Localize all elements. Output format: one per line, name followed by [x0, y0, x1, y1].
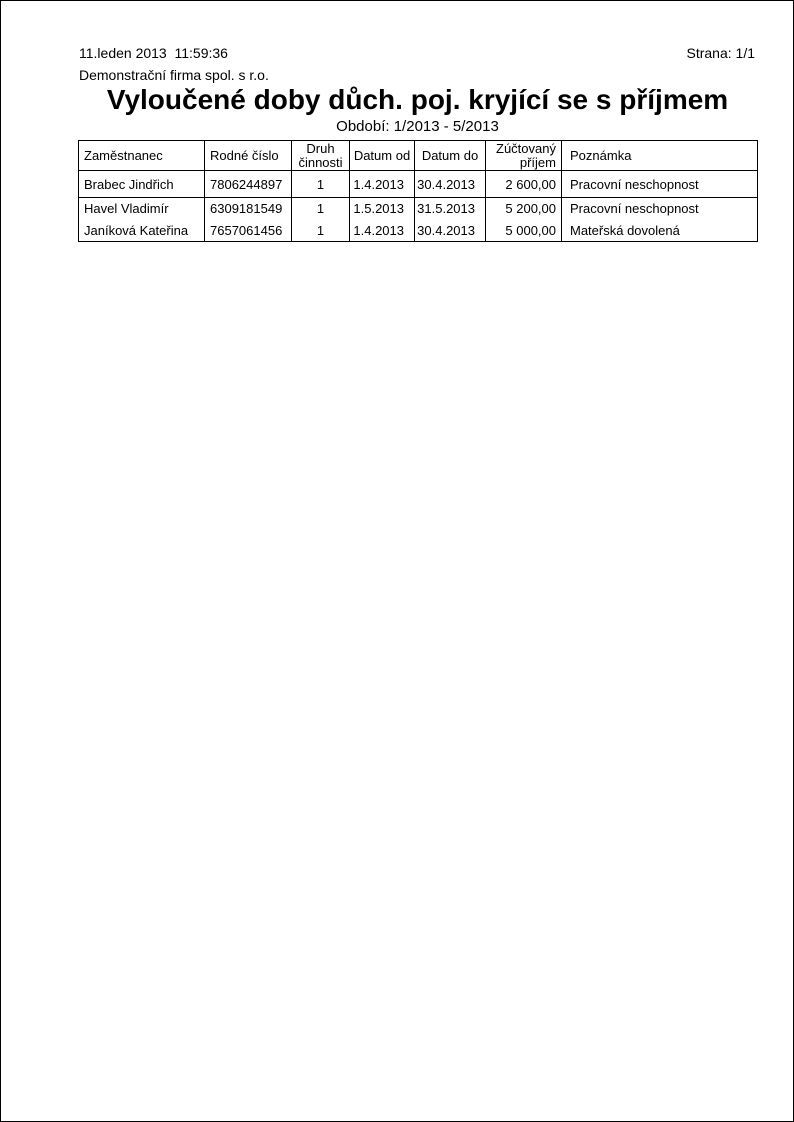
table-cell: 1.4.2013 — [350, 220, 415, 242]
table-cell: 30.4.2013 — [415, 171, 486, 198]
table-row — [79, 198, 758, 220]
table-cell: 6309181549 — [205, 198, 292, 220]
column-header-6: Poznámka — [562, 141, 758, 171]
table-row — [79, 171, 758, 198]
table-cell: 1.4.2013 — [350, 171, 415, 198]
column-header-4: Datum do — [415, 141, 486, 171]
page-number: Strana: 1/1 — [686, 45, 755, 61]
table-cell: 31.5.2013 — [415, 198, 486, 220]
column-header-1: Rodné číslo — [205, 141, 292, 171]
report-period: Období: 1/2013 - 5/2013 — [336, 118, 499, 135]
table-header-row — [79, 141, 758, 171]
table-cell: Havel Vladimír — [79, 198, 205, 220]
table-cell: Pracovní neschopnost — [562, 198, 758, 220]
company-name: Demonstrační firma spol. s r.o. — [79, 67, 269, 83]
table-cell: Janíková Kateřina — [79, 220, 205, 242]
report-datetime: 11.leden 2013 11:59:36 — [79, 45, 228, 61]
table-cell: 1 — [292, 220, 350, 242]
column-header-0: Zaměstnanec — [79, 141, 205, 171]
table-body — [79, 171, 758, 242]
table-cell: Mateřská dovolená — [562, 220, 758, 242]
table-cell: 1 — [292, 171, 350, 198]
table-cell: Pracovní neschopnost — [562, 171, 758, 198]
table-cell: Brabec Jindřich — [79, 171, 205, 198]
table-cell: 1 — [292, 198, 350, 220]
table-cell: 5 000,00 — [486, 220, 562, 242]
table-cell: 1.5.2013 — [350, 198, 415, 220]
report-title: Vyloučené doby důch. poj. kryjící se s příjmem — [106, 84, 729, 115]
column-header-5: Zúčtovaný příjem — [486, 141, 562, 171]
table-row — [79, 220, 758, 242]
table-cell: 30.4.2013 — [415, 220, 486, 242]
table-cell: 2 600,00 — [486, 171, 562, 198]
table-cell: 5 200,00 — [486, 198, 562, 220]
report-table — [78, 140, 758, 242]
column-header-3: Datum od — [350, 141, 415, 171]
column-header-2: Druh činnosti — [292, 141, 350, 171]
table-cell: 7806244897 — [205, 171, 292, 198]
table-cell: 7657061456 — [205, 220, 292, 242]
table-header — [79, 141, 758, 171]
